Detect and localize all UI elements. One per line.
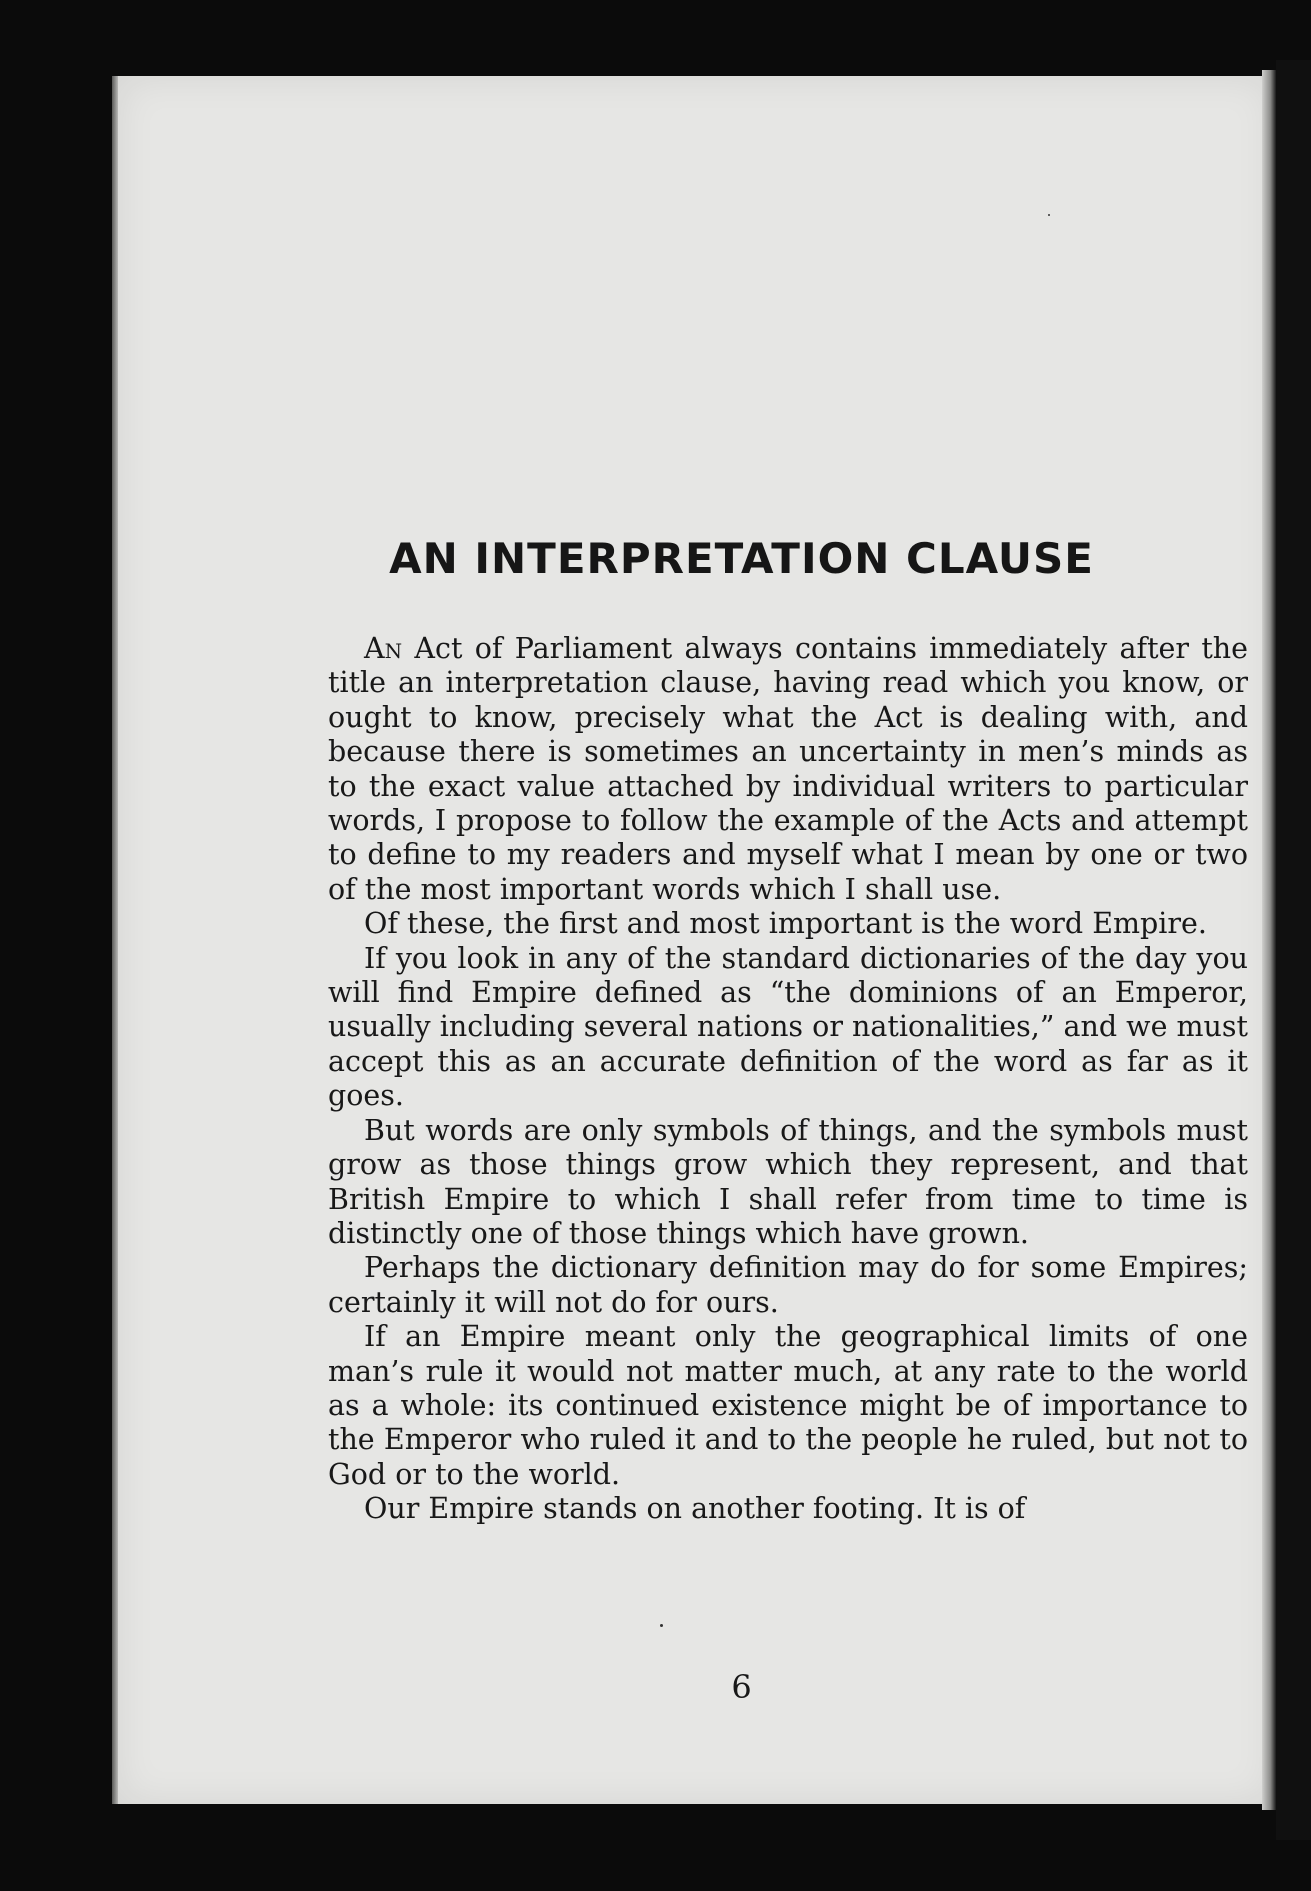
chapter-heading: AN INTERPRETATION CLAUSE (389, 534, 1094, 583)
body-text (328, 632, 1248, 1527)
paragraph: If you look in any of the standard dictionaries of the day you will find Empire defined as “the dominions of an Emperor, usually including several nations or nationalities,” and we must accept this as an accurate definition of the word as far as it goes. (328, 941, 1248, 1113)
page-right-edge (1262, 70, 1276, 1810)
paragraph-text: Act of Parliament always contains immediately after the title an interpretation clause, having read which you know, or ought to know, precisely what the Act is dealing with, and because there is sometimes an uncertainty in men’s minds as to the exact value attached by individual writers to particular words, I propose to follow the example of the Acts and attempt to define to my readers and myself what I mean by one or two of the most important words which I shall use. (328, 632, 1248, 906)
paragraph-lead-word: An (364, 632, 403, 665)
paragraph: Our Empire stands on another footing. It is of (364, 1492, 1026, 1526)
book-page (118, 76, 1273, 1804)
paragraph (328, 632, 1248, 907)
page-number: 6 (731, 1668, 752, 1706)
dust-speck (1048, 214, 1050, 216)
paragraph: Perhaps the dictionary definition may do for some Empires; certainly it will not do for ours. (328, 1251, 1248, 1319)
paragraph: If an Empire meant only the geographical limits of one man’s rule it would not matter much, at any rate to the world as a whole: its continued existence might be of importance to the Emperor who ruled it and to the people he ruled, but not to God or to the world. (328, 1320, 1248, 1491)
paragraph: But words are only symbols of things, and the symbols must grow as those things grow which they represent, and that British Empire to which I shall refer from time to time is distinctly one of those things which have grown. (328, 1113, 1248, 1250)
paragraph: Of these, the first and most important is the word Empire. (364, 907, 1207, 941)
scan-border-right (1276, 60, 1311, 1840)
dust-speck (660, 1624, 663, 1627)
